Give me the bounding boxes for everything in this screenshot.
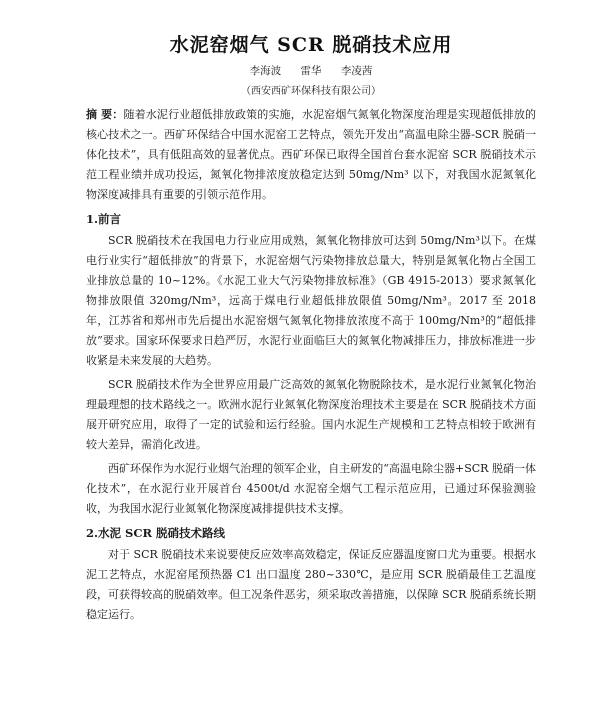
author-name: 雷华 bbox=[300, 65, 322, 77]
body-paragraph: SCR 脱硝技术作为全世界应用最广泛高效的氮氧化物脱除技术，是水泥行业氮氧化物治理最理想的技术路线之一。欧洲水泥行业氮氧化物深度治理技术主要是在 SCR 脱硝技术方面展开研究应用，取得了一定的试验和运行经验。国内水泥生产规模和工艺特点相较于欧洲有较大差异，需消化改进。 bbox=[86, 378, 536, 451]
abstract-text: 随着水泥行业超低排放政策的实施，水泥窑烟气氮氧化物深度治理是实现超低排放的核心技术之一。西矿环保结合中国水泥窑工艺特点，领先开发出“高温电除尘器-SCR 脱硝一体化技术”，具有低阻高效的显著优点。西矿环保已取得全国首台套水泥窑 SCR 脱硝技术示范工程业绩并成功投运，氮氧化物排浓度放稳定达到 50mg/Nm³ 以下，对我国水泥氮氧化物深度减排具有重要的引领示范作用。 bbox=[86, 108, 536, 201]
author-name: 李海波 bbox=[249, 65, 282, 77]
body-paragraph: 西矿环保作为水泥行业烟气治理的领军企业，自主研发的“高温电除尘器+SCR 脱硝一体化技术”，在水泥行业开展首台 4500t/d 水泥窑全烟气工程示范应用，已通过环保验测验收，为我国水泥行业氮氧化物深度减排提供技术支撑。 bbox=[86, 462, 536, 515]
author-name: 李凌茜 bbox=[340, 65, 373, 77]
section-heading: 1.前言 bbox=[86, 212, 122, 226]
section-heading: 2.水泥 SCR 脱硝技术路线 bbox=[86, 526, 226, 540]
body-paragraph: 对于 SCR 脱硝技术来说要使反应效率高效稳定，保证反应器温度窗口尤为重要。根据水泥工艺特点，水泥窑尾预热器 C1 出口温度 280~330℃，是应用 SCR 脱硝最佳工艺温度段，可获得较高的脱硝效率。但工况条件恶劣，须采取改善措施，以保障 SCR 脱硝系统长期稳定运行。 bbox=[86, 548, 536, 621]
abstract bbox=[86, 105, 536, 205]
author-list bbox=[86, 63, 536, 78]
affiliation: （西安西矿环保科技有限公司） bbox=[241, 86, 381, 97]
paper-title: 水泥窑烟气 SCR 脱硝技术应用 bbox=[169, 34, 453, 56]
abstract-label: 摘 要： bbox=[86, 108, 124, 121]
body-paragraph: SCR 脱硝技术在我国电力行业应用成熟，氮氧化物排放可达到 50mg/Nm³以下。在煤电行业实行“超低排放”的背景下，水泥窑烟气污染物排放总量大，特别是氮氧化物占全国工业排放总量的 10~12%。《水泥工业大气污染物排放标准》（GB 4915-2013）要求氮氧化物排放限值 320mg/Nm³，远高于煤电行业超低排放限值 50mg/Nm³。2017 至 2018 年，江苏省和郑州市先后提出水泥窑烟气氮氧化物排放浓度不高于 100mg/Nm³的“超低排放”要求。国家环保要求日趋严厉，水泥行业面临巨大的氮氧化物减排压力，排放标准进一步收紧是未来发展的大趋势。 bbox=[86, 234, 536, 367]
